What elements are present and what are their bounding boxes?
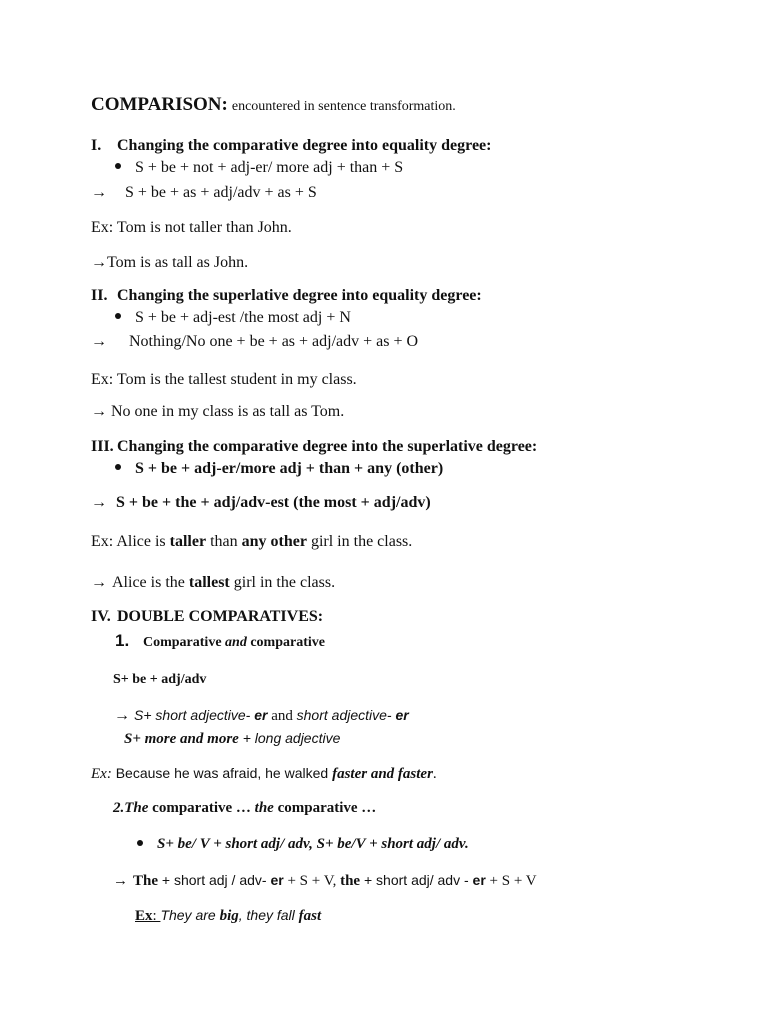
document-title (91, 95, 456, 117)
example-bold: tallest (188, 574, 230, 591)
formula-bold: er (270, 872, 284, 888)
example-bold: taller (169, 533, 207, 550)
section-1-example-result (91, 253, 248, 273)
section-3-rule (115, 459, 443, 479)
section-1-title: Changing the comparative degree into equality degree: (117, 137, 492, 154)
section-1-result-text: S + be + as + adj/adv + as + S (125, 184, 317, 201)
section-2-example: Ex: Tom is the tallest student in my class. (91, 371, 357, 388)
section-2-title: Changing the superlative degree into equality degree: (117, 287, 482, 304)
section-4-number: IV. (91, 608, 111, 625)
subheading-1-text: comparative (246, 635, 325, 650)
example-text: Because he was afraid, he walked (111, 765, 333, 781)
arrow-icon: → (113, 873, 128, 889)
section-3-rule-text: S + be + adj-er/more adj + than + any (other) (135, 460, 444, 477)
subheading-2-text: comparative … (273, 800, 377, 816)
subheading-1-italic: and (225, 635, 247, 650)
section-4-example-1 (91, 763, 437, 784)
section-3-result (91, 493, 431, 513)
formula-text: + S + V, (283, 873, 341, 889)
section-4-result-2 (113, 870, 537, 891)
example-label: Ex: (91, 766, 112, 782)
section-4-line-2 (124, 728, 340, 749)
example-text: than (206, 533, 242, 550)
example-text: Ex: Alice is (91, 533, 170, 550)
section-1-heading (91, 136, 491, 156)
arrow-icon: → (91, 494, 107, 511)
arrow-icon: → (91, 403, 107, 420)
formula-bold: the (340, 873, 361, 889)
section-2-rule (115, 308, 351, 328)
section-3-title: Changing the comparative degree into the superlative degree: (117, 438, 538, 455)
example-label-colon: : (152, 908, 161, 924)
formula-bold: The (133, 873, 159, 889)
section-2-result-text: Nothing/No one + be + as + adj/adv + as + O (129, 333, 419, 350)
title-heading: COMPARISON: (91, 94, 228, 115)
section-3-example-result (91, 573, 335, 593)
section-2-example-result (91, 402, 344, 422)
formula-bold: er (472, 872, 486, 888)
section-1-number: I. (91, 137, 102, 154)
section-1-example-result-text: Tom is as tall as John. (107, 254, 249, 271)
bullet-icon (137, 840, 143, 846)
arrow-icon: → (91, 254, 107, 271)
subheading-1-number: 1. (115, 631, 130, 650)
subheading-2-text: comparative … (148, 800, 255, 816)
example-label: Ex (135, 908, 153, 924)
example-italic: , they fall (238, 907, 299, 923)
subheading-1-text: Comparative (143, 635, 226, 650)
section-4-heading (91, 607, 323, 627)
formula-text: + short adj / adv- (158, 872, 271, 888)
subheading-2-italic: the (254, 800, 274, 816)
formula-italic: S+ short adjective- (134, 707, 255, 723)
example-text: girl in the class. (306, 533, 413, 550)
section-3-result-text: S + be + the + adj/adv-est (the most + adj/adv) (116, 494, 431, 511)
section-4-line-1 (114, 705, 409, 726)
section-4-title: DOUBLE COMPARATIVES: (117, 608, 324, 625)
section-4-rule-2 (137, 834, 469, 854)
section-4-formula: S+ be + adj/adv (113, 672, 207, 687)
section-2-heading (91, 286, 482, 306)
section-2-rule-text: S + be + adj-est /the most adj + N (135, 309, 351, 326)
bullet-icon (115, 313, 121, 319)
formula-italic: short adjective- (296, 707, 396, 723)
formula-bold-italic: er (395, 707, 409, 723)
example-bold: any other (241, 533, 307, 550)
bullet-icon (115, 163, 121, 169)
section-1-rule-text: S + be + not + adj-er/ more adj + than + S (135, 159, 404, 176)
formula-bold-italic: more and more (144, 731, 239, 747)
section-3-example (91, 532, 412, 552)
section-3-heading (91, 437, 537, 457)
section-2-number: II. (91, 287, 108, 304)
section-1-rule (115, 158, 403, 178)
example-bold-italic: fast (298, 908, 322, 924)
section-3-number: III. (91, 438, 114, 455)
formula-bold-italic: S+ (124, 731, 145, 747)
example-bold-italic: faster and faster (332, 766, 433, 782)
example-text: . (432, 766, 437, 782)
section-1-example: Ex: Tom is not taller than John. (91, 219, 292, 236)
section-4-example-2 (135, 905, 321, 926)
section-4-rule-2-text: S+ be/ V + short adj/ adv, S+ be/V + short adj/ adv. (157, 836, 469, 852)
formula-text: and (267, 708, 297, 724)
example-text: Alice is the (112, 574, 189, 591)
section-4-subheading-2 (113, 798, 376, 818)
section-4-subheading-1 (115, 631, 325, 653)
title-note: encountered in sentence transformation. (231, 99, 456, 114)
section-1-result (91, 183, 317, 203)
formula-text: + S + V (485, 873, 537, 889)
arrow-icon: → (114, 707, 130, 724)
section-2-example-result-text: No one in my class is as tall as Tom. (111, 403, 345, 420)
arrow-icon: → (91, 574, 107, 591)
section-2-result (91, 332, 418, 352)
example-text: girl in the class. (229, 574, 336, 591)
example-italic: They are (160, 907, 220, 923)
bullet-icon (115, 464, 121, 470)
formula-bold-italic: er (254, 707, 268, 723)
example-bold-italic: big (219, 908, 239, 924)
formula-italic: + long adjective (238, 730, 341, 746)
subheading-2-italic: 2.The (113, 800, 149, 816)
formula-text: + short adj/ adv - (360, 872, 473, 888)
arrow-icon: → (91, 184, 107, 201)
arrow-icon: → (91, 333, 107, 350)
